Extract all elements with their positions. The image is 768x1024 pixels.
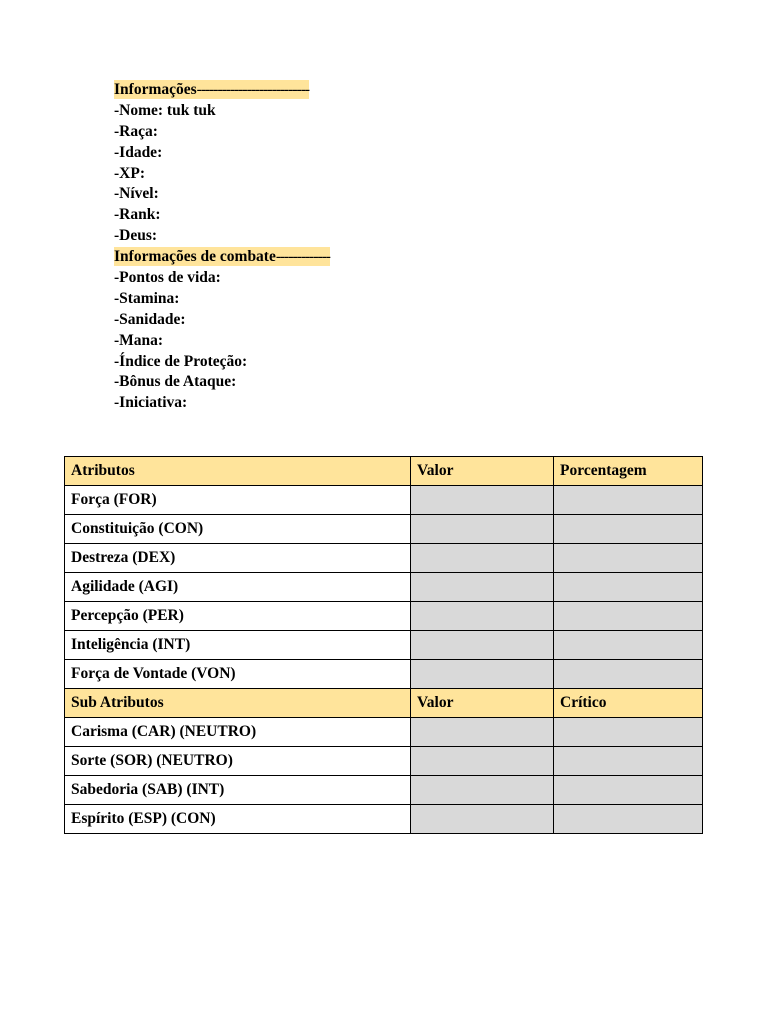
attribute-name: Agilidade (AGI) — [65, 573, 411, 602]
sub-attribute-name: Sorte (SOR) (NEUTRO) — [65, 747, 411, 776]
attribute-name: Destreza (DEX) — [65, 544, 411, 573]
field-level: -Nível: — [114, 185, 159, 203]
value-cell[interactable] — [411, 544, 554, 573]
field-mana: -Mana: — [114, 331, 164, 349]
sub-attributes-header: Sub Atributos — [65, 689, 411, 718]
sub-attribute-name: Carisma (CAR) (NEUTRO) — [65, 718, 411, 747]
table-row — [65, 660, 703, 689]
percentage-cell[interactable] — [554, 544, 703, 573]
field-initiative: -Iniciativa: — [114, 394, 188, 412]
table-row — [65, 602, 703, 631]
critical-cell[interactable] — [554, 805, 703, 834]
table-row — [65, 747, 703, 776]
table-row — [65, 573, 703, 602]
field-attack-bonus: -Bônus de Ataque: — [114, 373, 237, 391]
table-row — [65, 805, 703, 834]
value-cell[interactable] — [411, 486, 554, 515]
value-cell[interactable] — [411, 515, 554, 544]
percentage-cell[interactable] — [554, 486, 703, 515]
character-info-block — [114, 80, 414, 414]
field-age: -Idade: — [114, 143, 163, 161]
info-header-highlight — [114, 80, 309, 99]
percentage-cell[interactable] — [554, 573, 703, 602]
field-sanity: -Sanidade: — [114, 310, 186, 328]
critical-cell[interactable] — [554, 718, 703, 747]
field-xp: -XP: — [114, 164, 145, 182]
field-name: -Nome: tuk tuk — [114, 101, 216, 119]
table-row — [65, 486, 703, 515]
value-cell[interactable] — [411, 718, 554, 747]
value-cell[interactable] — [411, 631, 554, 660]
info-header-title: Informações — [114, 81, 197, 98]
value-cell[interactable] — [411, 776, 554, 805]
table-row — [65, 776, 703, 805]
field-protection-index: -Índice de Proteção: — [114, 352, 248, 370]
attribute-name: Inteligência (INT) — [65, 631, 411, 660]
field-hit-points: -Pontos de vida: — [114, 269, 221, 287]
critical-cell[interactable] — [554, 747, 703, 776]
sub-attribute-name: Espírito (ESP) (CON) — [65, 805, 411, 834]
value-cell[interactable] — [411, 660, 554, 689]
attribute-name: Força (FOR) — [65, 486, 411, 515]
value-cell[interactable] — [411, 805, 554, 834]
field-race: -Raça: — [114, 122, 158, 140]
percentage-cell[interactable] — [554, 660, 703, 689]
sub-value-header: Valor — [411, 689, 554, 718]
field-god: -Deus: — [114, 227, 158, 245]
table-row — [65, 515, 703, 544]
combat-header-dashes: ------------- — [275, 248, 330, 266]
percentage-cell[interactable] — [554, 602, 703, 631]
critical-header: Crítico — [554, 689, 703, 718]
value-cell[interactable] — [411, 573, 554, 602]
percentage-header: Porcentagem — [554, 457, 703, 486]
sub-attributes-header-row — [65, 689, 703, 718]
combat-header-title: Informações de combate — [114, 248, 276, 266]
table-row — [65, 544, 703, 573]
percentage-cell[interactable] — [554, 631, 703, 660]
critical-cell[interactable] — [554, 776, 703, 805]
combat-section-header — [114, 247, 414, 268]
attribute-name: Constituição (CON) — [65, 515, 411, 544]
attribute-name: Força de Vontade (VON) — [65, 660, 411, 689]
info-header-dashes: --------------------------- — [196, 81, 310, 98]
field-rank: -Rank: — [114, 206, 161, 224]
attribute-name: Percepção (PER) — [65, 602, 411, 631]
table-row — [65, 631, 703, 660]
value-header: Valor — [411, 457, 554, 486]
info-section-header — [114, 80, 414, 101]
combat-header-highlight — [114, 247, 330, 266]
value-cell[interactable] — [411, 602, 554, 631]
attributes-header: Atributos — [65, 457, 411, 486]
percentage-cell[interactable] — [554, 515, 703, 544]
value-cell[interactable] — [411, 747, 554, 776]
attributes-table — [64, 456, 703, 834]
sub-attribute-name: Sabedoria (SAB) (INT) — [65, 776, 411, 805]
field-stamina: -Stamina: — [114, 289, 180, 307]
table-row — [65, 718, 703, 747]
attributes-header-row — [65, 457, 703, 486]
